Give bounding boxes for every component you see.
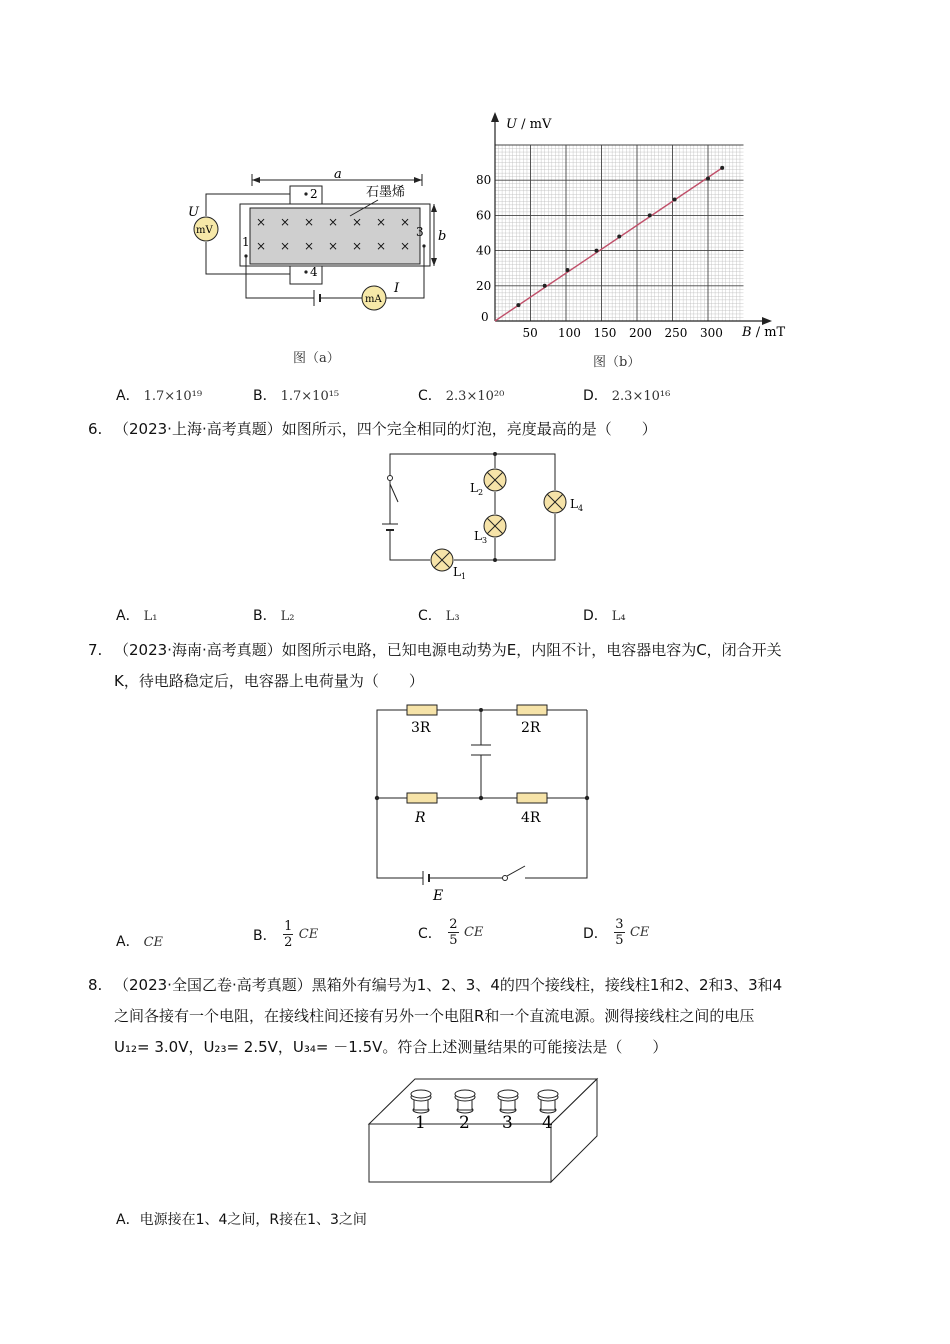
terminal-3: 3	[416, 225, 424, 239]
y-tick-label: 20	[476, 278, 492, 293]
figure-b-caption: 图（b）	[593, 355, 641, 370]
svg-text:×: ×	[280, 215, 291, 229]
q7-d-numerator: 3	[615, 917, 624, 932]
q8-option-a-text: 电源接在1、4之间，R接在1、3之间	[139, 1212, 367, 1228]
data-point	[595, 249, 599, 253]
data-point	[617, 235, 621, 239]
svg-text:×: ×	[376, 215, 387, 229]
q8-text-line2: 之间各接有一个电阻，在接线柱间还接有另外一个电阻R和一个直流电源。测得接线柱之间的电压	[114, 1007, 755, 1025]
x-tick-label: 50	[522, 326, 538, 340]
q6-source: （2023·上海·高考真题）	[114, 420, 282, 438]
l4-label: $L_4$	[570, 497, 584, 513]
q7-source: （2023·海南·高考真题）	[114, 641, 282, 659]
l2-label: $L_2$	[470, 481, 484, 497]
lamp-l3	[484, 515, 506, 537]
svg-text:×: ×	[304, 215, 315, 229]
post-label-3: 3	[502, 1113, 513, 1133]
figure-a-hall-circuit	[180, 160, 450, 370]
label-4r: 4R	[521, 810, 541, 826]
post-label-2: 2	[459, 1113, 470, 1133]
q8-text-line3: U₁₂= 3.0V，U₂₃= 2.5V，U₃₄= －1.5V。符合上述测量结果的可能接法是（ ）	[114, 1038, 668, 1056]
q7-b-denominator: 2	[284, 935, 293, 950]
svg-text:×: ×	[352, 239, 363, 253]
y-axis-label: U / mV	[506, 117, 552, 132]
q8-source: （2023·全国乙卷·高考真题）	[114, 976, 312, 994]
q6-stem	[88, 414, 863, 445]
terminal-2: 2	[310, 187, 318, 201]
terminal-post-3	[498, 1090, 518, 1113]
terminal-post-2	[455, 1090, 475, 1113]
svg-text:×: ×	[328, 239, 339, 253]
label-I: I	[394, 281, 400, 296]
svg-text:×: ×	[256, 215, 267, 229]
q7-d-denominator: 5	[615, 933, 624, 948]
mv-meter: mV	[196, 225, 213, 236]
lamp-l1	[431, 549, 453, 571]
q7-stem	[88, 635, 863, 697]
q7-text-line1: 如图所示电路，已知电源电动势为E，内阻不计，电容器电容为C，闭合开关	[281, 641, 782, 659]
q8-option-a[interactable]: A．电源接在1、4之间，R接在1、3之间	[116, 1212, 367, 1228]
q7-number: 7.	[88, 641, 103, 659]
figure-a-caption: 图（a）	[293, 351, 340, 366]
y-tick-label: 60	[476, 208, 492, 223]
figure-b-chart	[470, 110, 800, 350]
label-e: E	[433, 888, 444, 904]
data-point	[720, 166, 724, 170]
x-tick-label: 300	[700, 326, 723, 340]
x-axis-label: B / mT	[742, 325, 786, 340]
q5-option-d[interactable]: D． 2.3×10¹⁶	[583, 388, 671, 404]
q7-option-c[interactable]: C． $\frac{2}{5}$ CE	[418, 917, 484, 948]
q6-option-b[interactable]: B． L₂	[253, 608, 295, 624]
x-tick-label: 150	[593, 326, 617, 340]
l3-label: $L_3$	[474, 529, 488, 545]
terminal-4: 4	[310, 265, 318, 279]
label-2r: 2R	[521, 720, 541, 736]
x-tick-label: 200	[629, 326, 652, 340]
resistor-2r	[517, 705, 547, 715]
q7-capacitor-circuit	[365, 700, 605, 905]
label-r: R	[415, 810, 426, 826]
label-a: a	[334, 167, 342, 182]
data-point	[565, 268, 569, 272]
resistor-4r	[517, 793, 547, 803]
q6-number: 6.	[88, 420, 103, 438]
svg-text:×: ×	[400, 215, 411, 229]
lamp-l2	[484, 469, 506, 491]
q7-option-d[interactable]: D． $\frac{3}{5}$ CE	[583, 917, 650, 948]
resistor-r	[407, 793, 437, 803]
q7-b-numerator: 1	[284, 919, 293, 934]
svg-text:×: ×	[400, 239, 411, 253]
resistor-3r	[407, 705, 437, 715]
q7-c-denominator: 5	[449, 933, 458, 948]
svg-text:×: ×	[280, 239, 291, 253]
label-U: U	[188, 205, 199, 220]
q8-black-box	[365, 1072, 605, 1187]
terminal-post-4	[538, 1090, 558, 1113]
q7-option-a[interactable]: A． CE	[116, 934, 164, 950]
terminal-1: 1	[242, 235, 250, 249]
y-tick-label: 80	[476, 173, 492, 188]
label-b: b	[438, 229, 447, 244]
x-tick-label: 100	[558, 326, 581, 340]
q5-option-c[interactable]: C． 2.3×10²⁰	[418, 388, 505, 404]
q6-option-a[interactable]: A． L₁	[116, 608, 158, 624]
q8-stem	[88, 970, 863, 1063]
svg-text:×: ×	[328, 215, 339, 229]
l1-label: $L_1$	[453, 565, 467, 581]
y-tick-label: 0	[481, 310, 489, 324]
graphene-label: 石墨烯	[366, 185, 406, 200]
q6-option-d[interactable]: D． L₄	[583, 608, 626, 624]
label-3r: 3R	[411, 720, 431, 736]
data-point	[543, 284, 547, 288]
q7-text-line2: K，待电路稳定后，电容器上电荷量为（ ）	[114, 672, 424, 690]
q5-option-b[interactable]: B． 1.7×10¹⁵	[253, 388, 340, 404]
data-point	[648, 213, 652, 217]
q6-text: 如图所示，四个完全相同的灯泡，亮度最高的是（ ）	[281, 420, 657, 438]
data-point	[706, 176, 710, 180]
ma-meter: mA	[365, 294, 382, 305]
lamp-l4	[544, 491, 566, 513]
post-label-1: 1	[415, 1113, 426, 1133]
terminal-post-1	[411, 1090, 431, 1113]
y-tick-label: 40	[476, 243, 492, 258]
data-point	[516, 303, 520, 307]
svg-text:×: ×	[376, 239, 387, 253]
q6-option-c[interactable]: C． L₃	[418, 608, 460, 624]
q6-lamp-circuit	[370, 448, 600, 588]
q7-c-numerator: 2	[449, 917, 458, 932]
x-tick-label: 250	[664, 326, 688, 340]
post-label-4: 4	[542, 1113, 553, 1133]
svg-text:×: ×	[304, 239, 315, 253]
q7-option-b[interactable]: B． $\frac{1}{2}$ CE	[253, 919, 319, 950]
svg-text:×: ×	[352, 215, 363, 229]
q8-text-line1: 黑箱外有编号为1、2、3、4的四个接线柱，接线柱1和2、2和3、3和4	[311, 976, 783, 994]
q8-number: 8.	[88, 976, 103, 994]
svg-text:×: ×	[256, 239, 267, 253]
data-point	[673, 198, 677, 202]
q5-option-a[interactable]: A． 1.7×10¹⁹	[116, 388, 203, 404]
